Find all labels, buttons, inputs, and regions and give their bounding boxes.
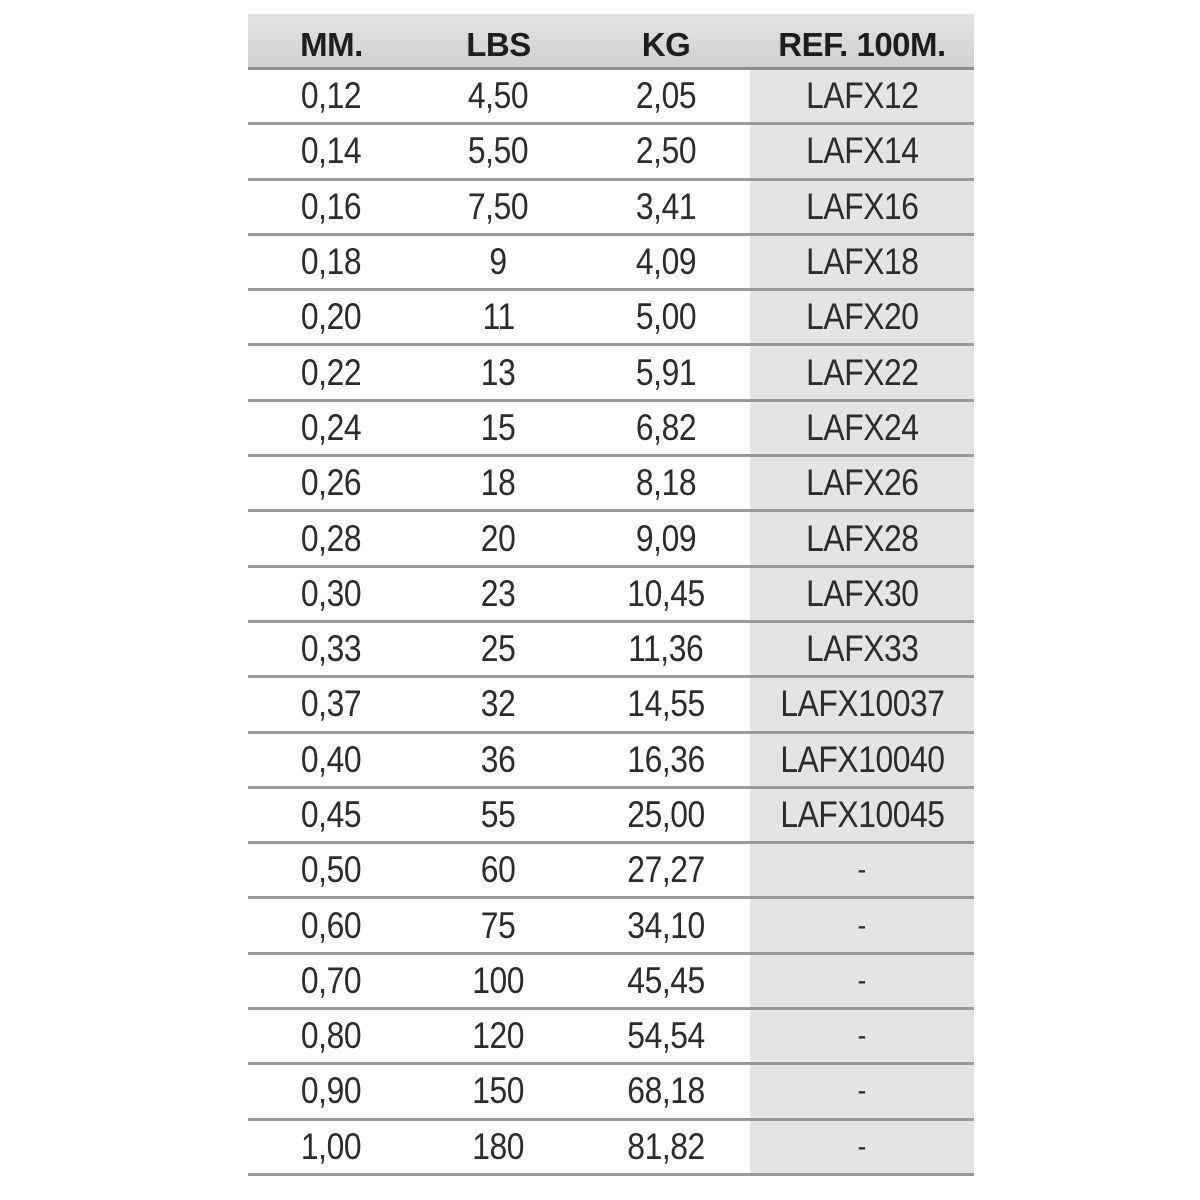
kg-cell [582, 511, 750, 566]
kg-value: 8,18 [635, 462, 697, 504]
table-row [248, 456, 974, 511]
table-row [248, 1119, 974, 1174]
mm-cell [248, 1119, 415, 1174]
mm-cell [248, 566, 415, 621]
table-header [248, 14, 974, 69]
ref-cell [750, 400, 974, 455]
header-row [248, 14, 974, 69]
mm-cell [248, 787, 415, 842]
lbs-cell [415, 732, 582, 787]
mm-value: 0,24 [301, 406, 362, 448]
table-row [248, 234, 974, 289]
table-row [248, 400, 974, 455]
ref-cell [750, 511, 974, 566]
mm-value: 0,60 [301, 904, 362, 946]
table-row [248, 345, 974, 400]
mm-cell [248, 677, 415, 732]
mm-cell [248, 69, 415, 124]
mm-cell [248, 953, 415, 1008]
header-kg: KG [582, 14, 750, 69]
ref-cell [750, 345, 974, 400]
kg-value: 2,50 [635, 130, 697, 172]
mm-cell [248, 1064, 415, 1119]
table-row [248, 843, 974, 898]
lbs-cell [415, 456, 582, 511]
ref-value: LAFX14 [805, 130, 919, 172]
kg-cell [582, 732, 750, 787]
mm-cell [248, 621, 415, 676]
kg-cell [582, 69, 750, 124]
lbs-value: 180 [472, 1125, 525, 1167]
mm-cell [248, 234, 415, 289]
ref-value: LAFX10037 [779, 683, 945, 725]
ref-value: LAFX24 [805, 406, 919, 448]
mm-value: 0,18 [301, 241, 362, 283]
ref-value: LAFX26 [805, 462, 919, 504]
lbs-cell [415, 124, 582, 179]
mm-cell [248, 843, 415, 898]
mm-value: 0,20 [301, 296, 362, 338]
ref-value: - [857, 908, 867, 942]
ref-cell [750, 843, 974, 898]
kg-cell [582, 290, 750, 345]
lbs-value: 20 [481, 517, 516, 559]
lbs-cell [415, 621, 582, 676]
lbs-cell [415, 234, 582, 289]
ref-value: LAFX33 [805, 628, 919, 670]
table-row [248, 1064, 974, 1119]
kg-value: 5,00 [635, 296, 697, 338]
lbs-value: 60 [481, 849, 516, 891]
kg-value: 25,00 [627, 794, 705, 835]
kg-value: 4,09 [635, 241, 697, 283]
lbs-cell [415, 843, 582, 898]
lbs-cell [415, 787, 582, 842]
ref-value: LAFX28 [805, 517, 919, 559]
mm-value: 1,00 [301, 1125, 362, 1167]
header-ref: REF. 100M. [750, 14, 974, 69]
lbs-cell [415, 400, 582, 455]
ref-cell [750, 234, 974, 289]
lbs-cell [415, 1064, 582, 1119]
table-row [248, 511, 974, 566]
lbs-value: 100 [472, 959, 525, 1001]
ref-cell [750, 1064, 974, 1119]
mm-value: 0,33 [301, 628, 362, 670]
mm-value: 0,45 [301, 794, 362, 835]
ref-value: - [857, 1129, 867, 1163]
ref-cell [750, 787, 974, 842]
ref-cell [750, 898, 974, 953]
mm-cell [248, 290, 415, 345]
kg-value: 10,45 [627, 572, 705, 614]
header-lbs: LBS [415, 14, 582, 69]
mm-value: 0,90 [301, 1070, 362, 1112]
ref-value: LAFX12 [805, 75, 919, 117]
mm-value: 0,12 [301, 75, 362, 117]
mm-value: 0,28 [301, 517, 362, 559]
lbs-cell [415, 69, 582, 124]
kg-value: 54,54 [627, 1015, 705, 1057]
mm-cell [248, 898, 415, 953]
lbs-value: 25 [481, 628, 516, 670]
mm-cell [248, 511, 415, 566]
kg-cell [582, 179, 750, 234]
ref-value: LAFX10045 [779, 794, 945, 835]
kg-value: 81,82 [627, 1125, 705, 1167]
ref-cell [750, 179, 974, 234]
table-row [248, 290, 974, 345]
ref-cell [750, 677, 974, 732]
mm-cell [248, 124, 415, 179]
ref-value: LAFX20 [805, 296, 919, 338]
kg-value: 34,10 [627, 904, 705, 946]
kg-cell [582, 677, 750, 732]
mm-value: 0,16 [301, 185, 362, 227]
lbs-value: 18 [481, 462, 516, 504]
kg-cell [582, 843, 750, 898]
ref-value: LAFX30 [805, 572, 919, 614]
mm-cell [248, 179, 415, 234]
table-row [248, 1009, 974, 1064]
table-row [248, 566, 974, 621]
lbs-value: 9 [489, 241, 508, 283]
lbs-value: 150 [472, 1070, 525, 1112]
kg-value: 6,82 [635, 406, 697, 448]
ref-cell [750, 732, 974, 787]
kg-cell [582, 345, 750, 400]
kg-cell [582, 566, 750, 621]
mm-value: 0,26 [301, 462, 362, 504]
kg-cell [582, 953, 750, 1008]
lbs-cell [415, 566, 582, 621]
kg-cell [582, 400, 750, 455]
kg-cell [582, 456, 750, 511]
kg-value: 68,18 [627, 1070, 705, 1112]
mm-value: 0,70 [301, 959, 362, 1001]
ref-value: LAFX10040 [779, 738, 945, 780]
table-row [248, 898, 974, 953]
ref-value: - [857, 1074, 867, 1108]
ref-value: - [857, 853, 867, 887]
mm-value: 0,14 [301, 130, 362, 172]
ref-cell [750, 621, 974, 676]
kg-cell [582, 1119, 750, 1174]
lbs-cell [415, 179, 582, 234]
kg-cell [582, 621, 750, 676]
mm-cell [248, 345, 415, 400]
ref-value: LAFX16 [805, 185, 919, 227]
mm-value: 0,50 [301, 849, 362, 891]
kg-value: 16,36 [627, 738, 705, 780]
lbs-value: 7,50 [468, 185, 529, 227]
ref-value: - [857, 1019, 867, 1053]
table-row [248, 953, 974, 1008]
lbs-cell [415, 1009, 582, 1064]
header-mm: MM. [248, 14, 415, 69]
mm-value: 0,40 [301, 738, 362, 780]
lbs-cell [415, 677, 582, 732]
lbs-value: 5,50 [468, 130, 529, 172]
kg-cell [582, 1009, 750, 1064]
ref-cell [750, 953, 974, 1008]
lbs-value: 11 [482, 296, 515, 338]
ref-value: - [857, 963, 867, 997]
ref-value: LAFX22 [805, 351, 919, 393]
kg-cell [582, 787, 750, 842]
mm-value: 0,22 [301, 351, 362, 393]
ref-cell [750, 1119, 974, 1174]
table-body [248, 69, 974, 1175]
table-row [248, 69, 974, 124]
kg-value: 45,45 [627, 959, 705, 1001]
mm-cell [248, 1009, 415, 1064]
kg-cell [582, 124, 750, 179]
kg-value: 14,55 [627, 683, 705, 725]
ref-cell [750, 566, 974, 621]
mm-value: 0,30 [301, 572, 362, 614]
table-row [248, 787, 974, 842]
ref-cell [750, 1009, 974, 1064]
lbs-value: 55 [481, 794, 516, 835]
ref-value: LAFX18 [805, 241, 919, 283]
lbs-cell [415, 898, 582, 953]
ref-cell [750, 456, 974, 511]
lbs-value: 32 [481, 683, 516, 725]
kg-value: 2,05 [635, 75, 697, 117]
lbs-value: 4,50 [468, 75, 529, 117]
lbs-value: 75 [481, 904, 516, 946]
table-row [248, 179, 974, 234]
table-row [248, 621, 974, 676]
mm-cell [248, 400, 415, 455]
lbs-value: 120 [472, 1015, 525, 1057]
spec-table [248, 14, 974, 1176]
mm-value: 0,80 [301, 1015, 362, 1057]
lbs-value: 36 [481, 738, 516, 780]
lbs-value: 23 [481, 572, 516, 614]
kg-value: 3,41 [635, 185, 697, 227]
kg-value: 9,09 [635, 517, 697, 559]
mm-cell [248, 456, 415, 511]
lbs-cell [415, 1119, 582, 1174]
lbs-cell [415, 511, 582, 566]
kg-cell [582, 234, 750, 289]
table-row [248, 124, 974, 179]
lbs-cell [415, 290, 582, 345]
ref-cell [750, 290, 974, 345]
kg-cell [582, 898, 750, 953]
ref-cell [750, 69, 974, 124]
kg-value: 5,91 [635, 351, 697, 393]
kg-cell [582, 1064, 750, 1119]
kg-value: 27,27 [627, 849, 705, 891]
lbs-value: 13 [481, 351, 516, 393]
lbs-cell [415, 953, 582, 1008]
kg-value: 11,36 [628, 628, 704, 670]
table-row [248, 732, 974, 787]
mm-value: 0,37 [301, 683, 362, 725]
lbs-value: 15 [481, 406, 516, 448]
lbs-cell [415, 345, 582, 400]
ref-cell [750, 124, 974, 179]
table-row [248, 677, 974, 732]
mm-cell [248, 732, 415, 787]
